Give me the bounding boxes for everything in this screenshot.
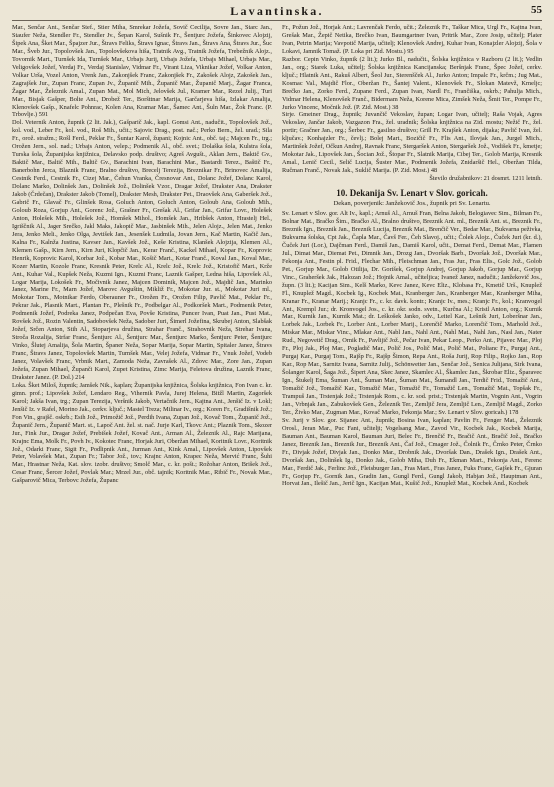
section-title-deanery: 10. Dekanija Sv. Lenart v Slov. goricah. [336,188,488,199]
section-subtitle-dean: Dekan, poverjenik: Janžekovič Jos., župnik pri Sv. Lenartu. [333,200,491,208]
parish-entry-dol: Dol. Veternik Anton, župnik (2 lit. Jak.), Gašparič Jak., kapl. Gomsi Ant., nadučit., Topolovšek Jož., kol. vod., Leber Fr., kol. vod., Roš Mih., učit.; Sajovic Drag., post. nač.; Perko Bern., žel. urad.; Sila Fr., orož. stražm.; Rošl Ferd., Peklar Fr., Šuntar Karol, župani; Kojnic Ant., obč. taj.; Majcen Fr., trg.; Orožen Jern., sol. nad.; Urbajs Anton, velep.; Podmenik Al., obč. svet.; Dolaška šola, Kulstra šola, Turska šola, Županijska knjižnica, Delavsko podp. društvo; Agreš Avgušt., Aklan Jern., Baktič Gv., Baktič Mar., Baltič Mih., Baltič Gv., Barachini Ivan, Barachini Mar., Bastardi Terez., Baštič Fr., Banerbohn Jerca, Blaznik Franc, Bralno društvo, Brecelj Terezija, Breznikar Fr., Brinovec Amalija, Cestnik Ferd., Cestnik Fr., Cizej Mar., Čehun Vranka, Čresnovar Ant., Dolanc Jožef, Dolanc Karol, Dolanc Marko, Dolinšek Jan., Dolinšek Jož., Dolinšek Vzor., Dragar Jožef, Drakster Ana, Drakster Jakob (Črdečan), Drakster Jakob (Tomel), Drakster Mesh, Drakster Pet., Draovšek Ana, Gaberšek Jož., Gabrič Fr., Glavač Fr., Glinšek Rosa, Goluch Anton, Goluch Anton, Goloub Ana, Goloub Mih., Goloub Roza, Gorjup Ant., Gorenc Jož., Grašner Fr., Grešak Al., Grifar Jan., Grifar Lovr., Holešek Anton, Holešek Mih., Holešek Jož., Homšek Mihol., Homšek Jan., Hribšek Anton, Hrastelj Hel., Igriščnik Al., Jager Srečko, Jakl Maks, Jakopič Mar., Jasbinšek Mih., Jelen Alojz., Jelen Mat., Jenko Jera, Jenko Meli., Jenko Olga, Jevtišek Jan., Jesenšek Ludmila, Jovan Jern., Kač Martin, Kačič Jan., Kalna Fr., Kalnža Justina, Kavser Jan., Kavšek Jož., Keše Kristina, Klanšek Alojzija, Klemen Al., Klemen Gašp., Kirn Jern., Kirn Juri, Klopčič Jan., Kerar Franč., Kackel Mihael, Kopar Fr., Koprovic Henrik, Koprovic Karol, Korbar Jož., Kobar Mar., Košič Mart., Kotar Franč., Koval Jan., Koval Mar., Kozer Martin, Kozole Franc, Kresnik Peter, Krelc Al., Krelc Jož., Krelc Jož., Kristofič Mart., Krže Ant., Kuhar Val., Kupšek Neža, Kuzmi Ign., Kuzmi Franc, Laznik Gašper, Ledna hiša, Lipovšek Al., Logar Marija, Lokošek Fr., Močivnik Janez, Majcen Dominik, Majcen Jož., Majdič Jan., Marinko Janez, Marine Fr., Marn Jožef, Marovc Avguštin, Mikliž Fr., Mokotar Jur. st., Mokotar Juri ml., Mokotar Tom., Motnikar Ferdo, Oberauner Fr., Orožen Fr., Orožen Filip, Pavlič Mat., Peklar Fr., Pekrar Jak., Plasnik Mart., Plantan Fr., Plešnik Fr., Podbelgar Al., Podkoršek Mart., Podmenik Peter, Podmenik Jožef, Podreka Janez, Podpečan Eva, Povše Kristina, Puncer Ivan, Puat Jan., Pust Mat., Rovšek Jož., Rozin Valentin, Sadobovšek Neža, Sadober Juri, Šimerl Jožefina, Skrubej Anton, Slabšak Jožef, Srčen Anton, Stih Al., Stoparjeva družina, Strahar Franč., Strahovnik Neža, Strehar Ivana, Stroča Rozalija, Strfar Franc, Šentjurc Al., Šentjurc Mar., Šentjurc Marko, Šentjurc Peter, Šentjurc Vinko, Šlutej Amalija, Šola Martin, Španer Neža, Sopar Marija, Sopar Martin, Spitaler Janez, Štravs Franc, Štravs Janez, Topolovšek Martin, Turnšek Mar., Velej Jožefa, Vidmar Fr., Vnuk Jožef, Vodeb Janez, Volavšek Franc, Vrbnik Mart., Zamoda Neža, Zavrašek Al., Zdovc Mar., Zore Jan., Zupan Jožefa, Zupan Mihael, Županči Karol, Zupet Kristina, Zimc Marija, Feletova družina, Laznik Franc, Drakster Janez. (P. Dol.) 214 [12,119,272,381]
two-column-body [12,24,542,786]
member-count-summary: Število družabnikov: 21 dosmrt. 1211 letnih. [429,175,542,183]
parish-entry-sv-jurij: Sv. Jurij v Slov. gor. Sijanec Ant., župnik; Bosina Ivan, kaplan; Pavlin Fr., Fenger Mat., Železnik Orosl., Jeran Mar., Puc Fani, učitelji; Vogelsang Mar., Zavod Vir., Kocbek Jak., Kocbek Marija, Bauman Ant., Bauman Karol, Bauman Juri, Belec Fr., Brenčič Fr., Bračič Ant., Bračič Jož., Bračko Janez, Breznik Jan., Breznik Jur., Breznik Ant., Čaf Jož., Cmager Jož., Čolnik Fr., Črnko Peter, Črnko Fr., Divjak Jožef, Divjak Jan., Donko Mar., Drobnik Jak., Dvoršak Dan., Drašek Ign., Drašek Ant., Dvoršak Jan., Dolinšek Ig., Donko Jak., Golob Miha, Duh Fr., Ekman Mart., Fekonja Ant., Ferenc Mar., Ferdič Jak., Ferlinc Jož., Fleisburger Jan., Fras Mart., Fras Janez, Fuks Franc, Gajšek Fr., Gjuran Fr., Gorjup Fr., Gornik Jan., Gradin Jan., Gungl Ferd., Gungl Jakob, Habjan Jož., Hauptman Ant., Horvat Jan., Ilešič Jan., Jerič Ign., Kacijan Mat., Kušič Jož., Knuplež Mat., Kocbek And., Kocbek [282,416,542,488]
parish-entry-razbor: Razbor. Cepin Vinko, župnik (2 lit.); Jurko Bl., nadučit., Šolska knjižnica v Razboru (2 lit.); Vedlin Jan., org.; Starek Luka, učitelj; Šolska knjižnica Kancijanska; Beršnjak Franc, Špec Jožef, cerkv. ključ.; Hlatnik Ant., Rakuš Albert, Šeol Jur., Sterenšček Al., Jurko Anton; Impalc Fr., krčm.; Jug Mat., Kosmac Val., Majdič Flor., Oberžan Fr., Šantej Valent., Klenovšek Fr., Slokan Matevž, Krneljc; Brečko Jan., Zorko Ferd., Zupane Ferd., Zupan Ivan, Nardl Fr., Frančiška, oskrb.; Pahulja Mich., Vidmar Helena, Klenovšek Franč., Bidermam Neža, Korene Mica, Zimšek Neža, Šmit Ter., Pompe Fr., Jurko Vincenc, Močnik Jož. (P. Zid. Most.) 38 [282,55,542,111]
parish-entry-sirje: Sirje. Gmeiner Drag., župnik; Juvančič Vekoslav, župan; Logar Ivan, učitelj; Raša Vojak, Agres Vekoslav, Jančar Jakob, Vazgazon Fra., žel. uradnik; Šolska knjižnica na Zid. mostu; Nežič Fr., žel. portir; Gračner Jan., org.; Šerbec Fr., gasilno društvo; Grill Fr. Krajšek Anton, dijaka; Pavlič Ivan, žel. ključav.; Konhajzler Fr., čevlj.; Bolej Mart., Bozičič Fr., Flis Ant., Ilovjak Jan., Jurgel Mich., Martinšek Jožef, Očkun Andrej, Ravnak Franc, Stergaršek Anton, Stergaršek Jož., Vodišek Fr., kmetje; Mokotar Jak., Lipovšek Jan., Šocian Jož., Štopar Fr., Slatnik Marija, Cibej Ter., Golob Marija, Kresnik Amal., Lenič Cecil., Selič Lucija, Šuster Mar., Podmenik Jožefa, Znidaršič Hel., Oberžan Tilda, Ručman Franč., Novak Jak., Suklič Marija. (P. Zid. Most.) 48 [282,111,542,175]
right-column [282,24,542,786]
parish-entry-sv-lenart: Sv. Lenart v Slov. gor. Alt Iv., kapl.; Arnuš Al., Arnuš Fran, Belna Jakob, Belogiavec Sim., Bilman Fr., Bolnar Mat., Bračko Šim., Bračko Al., Bralno društvo, Breznik Ant. ml., Breznik Ant. st., Breznik Fr., Breznik Ign., Breznik Jan., Breznik Lucija, Breznik Mat., Brenčič Ver., Bedar Mar., Bukvarna peživka, Bukvarna šolska, Cpt Jak., Čapla Mar., Čavš Fer., Čeh Slavoj., učit.; Čolek Alojz., Čuček Juri (kr. d.), Čuček Juri (Lor.), Dajčman Ferd., Damiš Jan., Damiš Karol, učit., Demat Ferd., Demat Mar., Flamen Jul., Dimat Mar., Diemat Pet., Dimnik Jan., Drozg Jan., Dvoršak Barb., Dvoršak Jož., Dvoršak Mar., Fekonja Ant., Festin pl. Frid., Flechar Mih., Fleischman Jan., Fras Jur., Fras Elis., Golc Jož., Golob Pet., Gorjup Mar., Golob Otilija, Dr. Gorišek, Gorjup Andrej, Gorjup Jakob, Gorjup Mar., Gorjup Vinc., Graheršek Jak., Halozan Jož.; Hojnik Amal., učiteljica; Ivanež Janez, nadučit.; Janžekovič Jos., župn. (3 lit.); Kacijan Sim., Kelš Marko, Kevc Janez, Kevc Eliz., Klobasa Fr., Kmetič Urš., Knuplež Fl., Knuplež Magd., Kocbek Ig., Kocbek Mat., Kranberger Jan., Kranberger Mar., Kranberger Miha, Kranar Fr., Kranar Marij.; Kranjc Fr., c. kr. davk. kontr.; Kranjc Iv., mes.; Kranjc Fr., kol.; Kranvogel Ant., Krempl Jur.; dr. Kronvogel Jos., c. kr. okr. sodn. svetn., Kurčna Al.; Kristl Anton, org.; Kurnik Mar., Kurnik Jan., Kurnik Mat.; dr. Leškošek Janko, odv., Leitel Kar., Lešnik Juri, Loberšnar Jan., Lorbek Jak., Lorbek Fr., Lorber Ant., Lorber Marij., Lorenčič Marko, Lorenčič Tom., Marhold Jož., Miskar Mar., Miskar Vinc., Mlakar Ant., Nabl Jan., Nahl Ant., Nahl Mat., Nahl Jan., Nasl Jan., Nater Rud., Negovetič Drag., Ornik Fr., Pavlijič Jož., Pečar Ivan, Pekar Leop., Perko Ant., Pijavec Mar., Ploj Fr., Ploj Jak., Ploj Mar., Pogladič Mar., Polič Jos., Polič Mat., Polič Mat., Polianc Fr., Purgaj Ant., Purgaj Kar., Purgaj Tom., Rajšp Fr., Rajšp Šimon, Repa Ant., Roša Jurij, Rop Filip., Rojko Jan., Rop Kar., Rop Mar., Sarnitz Ivana, Sarnitz Julij., Schönwetter Jan., Senčar Jož., Senica Julijana, Sirk Ivana, Šolanger Karol, Šaga Jož., Šipert Ana, Skec Janez, Skamlec Al., Škamlec Jan., Škrobar Eliz., Šparavec Ign., Štukelj Ema, Šuman Ant., Šuman Mar., Šuman Mat., Šumandl Jan., Terdič Frid., Tomažič Ant., Tomažič Jož., Tomažič Kar., Tomažič Mar., Tomažič Fr., Tomažič Len., Tomažič Mat., Topšak Fr., Trampuš Jan., Trstenjak Jož.; Trstenjak Rom., c. kr. sod. prist.; Trstenjak Martin, Vognin Ant., Vogrin Jan., Vrbnjak Jan., Zabukovšek Gen., Železnik Ter., Zemljič Jera, Zemljič Len., Zemljič Magd., Zorko Ter., Živko Mar., Zugman Mar., Kovač Marko, Fekonja Mar.; Sv. Lenart v Slov. goricah.) 178 [282,210,542,416]
parish-entry-loka: Loka. Šket Miloš, župnik; Jamšek Nik., kaplan; Županijska knjižnica, Šolska knjižnica, Fon Ivan c. kr. gimn. prof.; Lipovšek Jožef, Lendaro Reg., Vihernik Pavla, Jurej Helena, Bitžl Martin, Zagoršek Karol; Jakša Ivan, trg.; Zupan Terezija, Veršnik Jakob, Vertačnik Jern., Kajtna Ant., Jenšič Iz. v Lokl; Jenšič Iz. v Rafel, Morino Jak., cerkv. ključ.; Mastel Treza; Milinar Iv., org.; Koren Fr., Gradišnik Jož.; Fon Vin., grajšč. oskrb.; Esih Jož., Primožič Jož., Perdih Ivana, Zupan Jož., Kovač Tom., Županič Jož., Županič Jern., Županič Mart. st., Lapoč Ant. žel. st. nač. Jurje Karl, Tkovc Ant.; Plaznik Tom., Skozer Jur., Fink Jur., Dragar Jožef, Prebišek Jožef, Kovač Ant., Arman Al., Železnik Al., Rajc Marijana, Krajnc Ema, Molk Fr., Povh Iv., Kokotec Franc, Horjak Juri, Oberžan Mihael, Koritnik Lovr., Koritnik Jož., Odarki Franc, Sigit Fr., Podlipnik Ant., Jurman Ant., Kink Amal., Lipovšek Anton, Lipovšek Peter, Volavšek Mat., Zupan Fr.; Tabor Jož., tov.; Krajnc Anton, Krapec Neža, Mervić Franc, Šuhi Mar., Hrastnar Neža, Kat. slov. izobr. društvo; Smolč Mar., c. kr. pošt.; Rožohar Anton, Brišek Jož., Cesar Franc, Šercer Jožef, Povlak Mar.; Mrzel Jur., obč. tajnik; Koritnik Mar., Ribič Fr., Novak Mar., Gašparovič Mica, Terbovc Jožefa, Županc [12,381,272,485]
page-header [12,4,542,21]
page-number: 55 [531,4,542,16]
parish-entry-trbovlje: Mar., Senčar Ant., Senčar Stef., Stier Miha, Smrekar Jožefa, Sovič Cecilija, Sovre Jan., Starc Jan., Staufer Neža, Stendler Fr., Stendler Jv., Šepan Karol, Sušnik Fr., Šentjurc Jožefa, Šinkovec Alojzij, Šipek Ana, Šket Mar., Špajzer Jur., Štravs Feliks, Štravs Ignac, Štravs Jan., Štravs Ana, Štravs Jur., Šuc Mar., Šveb Jur., Topolovšek Jan., Topolovšekova hiša, Tratnik Avg., Tratnik Jožefa, Trebežnik Alojz., Tovornik Mart., Turnšek Ida, Turnšek Mar., Urbajs Jurij, Urbajs Jožefa, Urbajs Mihael, Urbajs Mar., Veligovšek Jožef, Verdaj Fr., Verdaj Stanislav, Vidmar Fr., Virant Liza, Viknikar Jožef, Volkar Anton, Volkar Urša, Vozel Anton, Vrenk Jan., Zakonjšek Franc, Zakonjšek Fr., Zakošek Alojz, Zakošek Jan., Zagrajšek Jur., Zupan Franc, Zupan Jv., Županič Mih., Županič Mar., Županič Marj., Žagar Franca, Žagar Mar., Železnik Amal., Zupan Mat., Mol Mich, Jelovšek Jul., Kramer Mar., Rezel Julij., Turi Mar., Bisjak Gašper, Bolte Ant., Drobež Ter., Boršttnar Marija, Garčarjeva hiša, Izlakar Amalija, Klenovšek Gašp., Knafelc Pohnrac, Kolen Ana, Kramar Mar., Šamec Ant., Šuln Mar., Žok Franc. (P. Trbovlje.) 591 [12,24,272,119]
parish-entry-loka-cont: Fr., Požun Jož., Horjak Ant.; Lavrenčak Ferdo, učit.; Železnik Fr., Taškar Mica, Urgl Fr., Kajtna Ivan, Grešak Mar., Žepič Netika, Brečko Ivan, Baumgartner Ivan, Pritrik Mar., Zore Josip, učitelj; Plater Ivan, Petrin Marija; Vavpotič Marija, učitelj; Klenovšek Andrej, Kuhar Ivan, Konajzler Alojzij, Šola v Lokavi, Jamnik Tomaž. (P. Loka pri Zid. Mostu.) 95 [282,24,542,55]
page-title: Lavantinska. [230,4,324,18]
left-column [12,24,272,786]
